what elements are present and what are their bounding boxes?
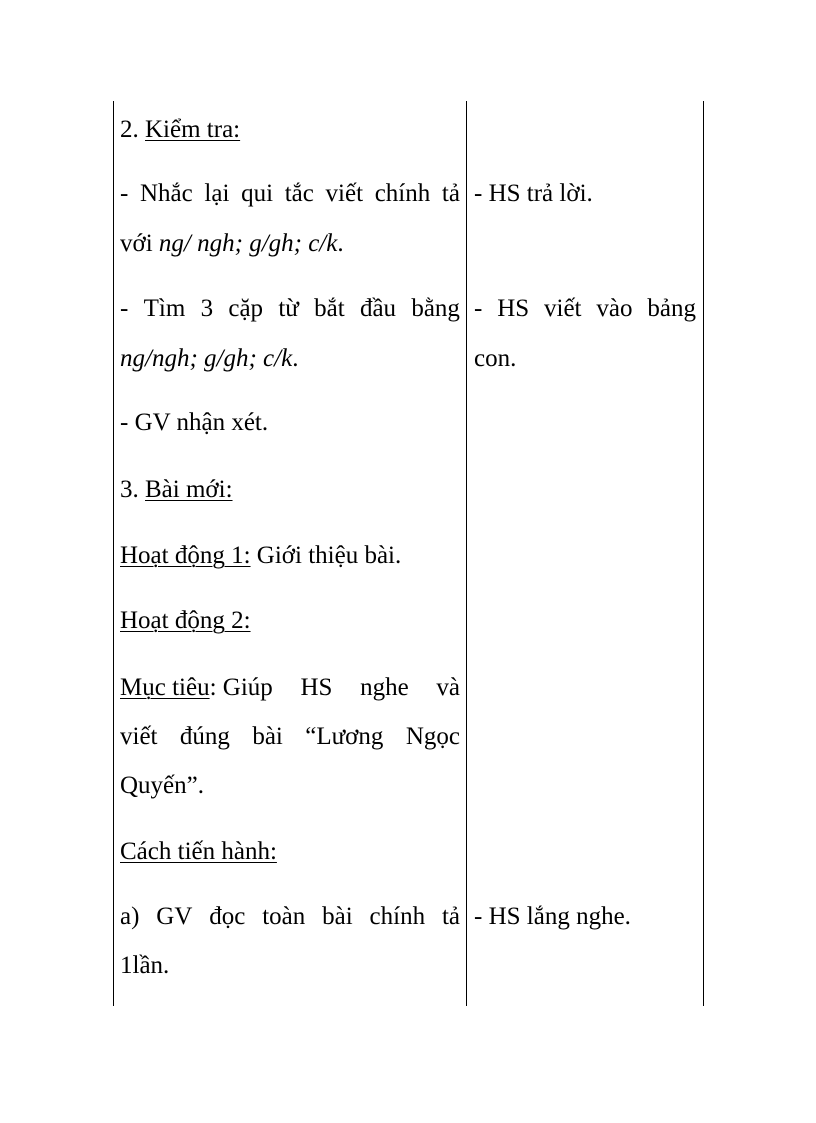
table-border-left bbox=[113, 101, 114, 1006]
find-line-1: - Tìm 3 cặp từ bắt đầu bằng bbox=[120, 295, 460, 322]
write-line-1: - HS viết vào bảng bbox=[474, 295, 696, 322]
objective-line-1: Mục tiêu: Giúp HS nghe và bbox=[120, 674, 460, 701]
activity-2: Hoạt động 2: bbox=[120, 607, 251, 634]
section-3-heading: 3. Bài mới: bbox=[120, 476, 233, 503]
find-line-2: ng/ngh; g/gh; c/k. bbox=[120, 345, 299, 372]
rule-line-2: với ng/ ngh; g/gh; c/k. bbox=[120, 230, 344, 257]
step-a-line-2: 1lần. bbox=[120, 952, 170, 979]
answer-text: - HS trả lời. bbox=[474, 180, 593, 207]
objective-line-3: Quyến”. bbox=[120, 772, 204, 799]
objective-line-2: viết đúng bài “Lương Ngọc bbox=[120, 723, 460, 750]
step-a-line-1: a) GV đọc toàn bài chính tả bbox=[120, 903, 460, 930]
section-2-title: Kiểm tra: bbox=[145, 116, 241, 143]
listen-text: - HS lắng nghe. bbox=[474, 903, 631, 930]
activity-1: Hoạt động 1: Giới thiệu bài. bbox=[120, 542, 402, 569]
gv-comment: - GV nhận xét. bbox=[120, 409, 269, 436]
rule-line-1: - Nhắc lại qui tắc viết chính tả bbox=[120, 180, 460, 207]
write-line-2: con. bbox=[474, 345, 517, 372]
procedure-heading: Cách tiến hành: bbox=[120, 838, 277, 865]
section-3-title: Bài mới: bbox=[145, 476, 233, 503]
section-2-heading: 2. Kiểm tra: bbox=[120, 116, 241, 143]
table-border-right bbox=[703, 101, 704, 1006]
table-border-middle bbox=[466, 101, 467, 1006]
